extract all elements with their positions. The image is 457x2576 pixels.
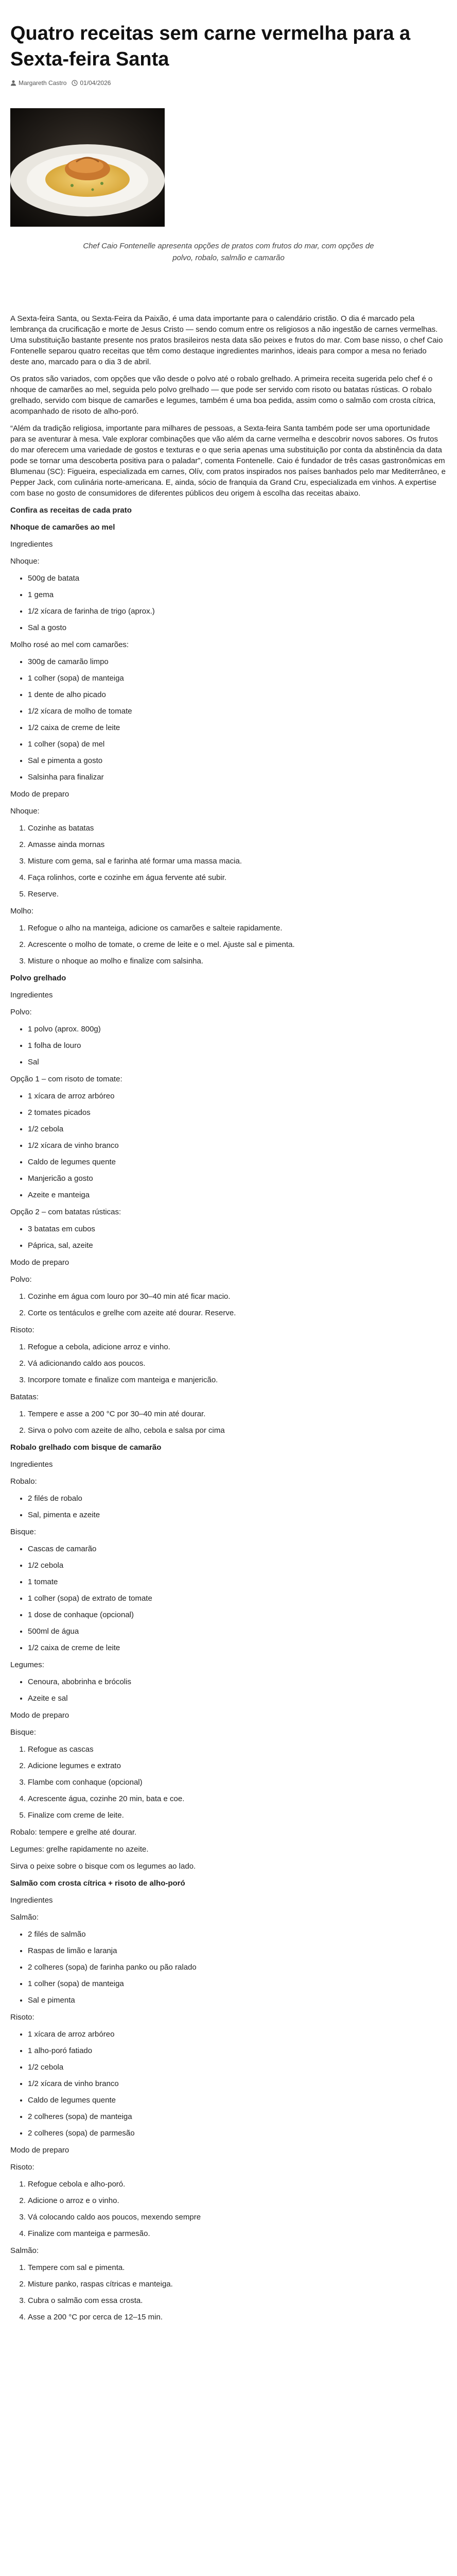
list-item: 5. Finalize com creme de leite. <box>28 1810 447 1821</box>
list-item: 1. Tempere com sal e pimenta. <box>28 2262 447 2273</box>
step-list <box>10 1409 447 1436</box>
list-item: • Raspas de limão e laranja <box>28 1945 447 1956</box>
list-item: • 2 colheres (sopa) de farinha panko ou pão ralado <box>28 1962 447 1973</box>
list-item: • 2 colheres (sopa) de manteiga <box>28 2111 447 2122</box>
list-item: 1. Refogue as cascas <box>28 1744 447 1755</box>
list-item: • 1 polvo (aprox. 800g) <box>28 1024 447 1035</box>
prep-note: Legumes: grelhe rapidamente no azeite. <box>10 1845 149 1854</box>
list-item: • 1 gema <box>28 589 447 600</box>
list-item: • 1/2 caixa de creme de leite <box>28 1642 447 1653</box>
group-label: Polvo: <box>10 1008 32 1016</box>
list-item: • Sal e pimenta <box>28 1995 447 2006</box>
prep-label: Modo de preparo <box>10 2146 69 2155</box>
clock-icon <box>72 80 78 86</box>
group-label: Molho rosé ao mel com camarões: <box>10 640 129 649</box>
step-list <box>10 2179 447 2239</box>
list-item: • 1/2 xícara de molho de tomate <box>28 706 447 717</box>
recipe-title-salmao: Salmão com crosta cítrica + risoto de alho-poró <box>10 1879 185 1888</box>
group-label: Nhoque: <box>10 807 40 816</box>
prep-note: Sirva o peixe sobre o bisque com os legumes ao lado. <box>10 1862 196 1871</box>
recipes-heading: Confira as receitas de cada prato <box>10 506 132 515</box>
group-label: Bisque: <box>10 1528 37 1536</box>
list-item: • 1/2 cebola <box>28 1560 447 1571</box>
ingredient-list <box>10 1493 447 1520</box>
ingredient-list <box>10 1224 447 1251</box>
list-item: 1. Cozinhe as batatas <box>28 823 447 834</box>
ingredient-list <box>10 1676 447 1704</box>
list-item: • Sal, pimenta e azeite <box>28 1510 447 1520</box>
group-label: Nhoque: <box>10 557 40 566</box>
list-item: 3. Cubra o salmão com essa crosta. <box>28 2295 447 2306</box>
list-item: • Cenoura, abobrinha e brócolis <box>28 1676 447 1687</box>
list-item: • 1 colher (sopa) de extrato de tomate <box>28 1593 447 1604</box>
list-item: • Páprica, sal, azeite <box>28 1240 447 1251</box>
step-list <box>10 2262 447 2323</box>
list-item: • 1/2 xícara de vinho branco <box>28 1140 447 1151</box>
list-item: 3. Flambe com conhaque (opcional) <box>28 1777 447 1788</box>
group-label: Risoto: <box>10 2013 34 2022</box>
list-item: • 2 filés de salmão <box>28 1929 447 1940</box>
group-label: Risoto: <box>10 1326 34 1334</box>
ingredient-list <box>10 1024 447 1067</box>
list-item: • Azeite e manteiga <box>28 1190 447 1200</box>
list-item: • 1/2 xícara de farinha de trigo (aprox.) <box>28 606 447 617</box>
list-item: • Sal <box>28 1057 447 1067</box>
ingredients-label: Ingredientes <box>10 540 53 549</box>
list-item: • Salsinha para finalizar <box>28 772 447 783</box>
list-item: • Azeite e sal <box>28 1693 447 1704</box>
list-item: • Sal a gosto <box>28 622 447 633</box>
group-label: Molho: <box>10 907 34 916</box>
list-item: • 1 colher (sopa) de mel <box>28 739 447 750</box>
list-item: • 1 dose de conhaque (opcional) <box>28 1609 447 1620</box>
ingredient-list <box>10 1929 447 2006</box>
list-item: • 1 colher (sopa) de manteiga <box>28 673 447 684</box>
list-item: • 1 dente de alho picado <box>28 689 447 700</box>
intro-paragraph-2: Os pratos são variados, com opções que vão desde o polvo até o robalo grelhado. A primeira receita sugerida pelo chef é o nhoque de camarões ao mel, seguida pelo polvo grelhado — que pode ser servido com risoto ou batatas rústicas. O robalo grelhado, servido com bisque de camarões e legumes, também é uma boa pedida, assim como o salmão com crosta cítrica, acompanhado de risoto de alho-poró. <box>10 375 436 416</box>
group-label: Batatas: <box>10 1393 39 1401</box>
user-icon <box>10 80 16 86</box>
list-item: 3. Incorpore tomate e finalize com manteiga e manjericão. <box>28 1375 447 1385</box>
list-item: • 1 folha de louro <box>28 1040 447 1051</box>
group-label: Bisque: <box>10 1728 37 1737</box>
list-item: • Caldo de legumes quente <box>28 2095 447 2106</box>
photo-caption: Chef Caio Fontenelle apresenta opções de pratos com frutos do mar, com opções de polvo, robalo, salmão e camarão <box>83 242 374 262</box>
prep-label: Modo de preparo <box>10 1711 69 1720</box>
list-item: 2. Misture panko, raspas cítricas e manteiga. <box>28 2279 447 2290</box>
group-label: Opção 2 – com batatas rústicas: <box>10 1208 121 1216</box>
list-item: 2. Acrescente o molho de tomate, o creme de leite e o mel. Ajuste sal e pimenta. <box>28 939 447 950</box>
list-item: 1. Refogue cebola e alho-poró. <box>28 2179 447 2190</box>
list-item: • 2 tomates picados <box>28 1107 447 1118</box>
article-title: Quatro receitas sem carne vermelha para a Sexta-feira Santa <box>10 23 411 70</box>
list-item: • 1/2 xícara de vinho branco <box>28 2078 447 2089</box>
list-item: 2. Sirva o polvo com azeite de alho, cebola e salsa por cima <box>28 1425 447 1436</box>
list-item: • 1/2 cebola <box>28 2062 447 2073</box>
list-item: 1. Refogue a cebola, adicione arroz e vinho. <box>28 1342 447 1352</box>
article-meta <box>10 79 447 87</box>
list-item: • 2 filés de robalo <box>28 1493 447 1504</box>
group-label: Risoto: <box>10 2163 34 2172</box>
step-list <box>10 1291 447 1318</box>
prep-label: Modo de preparo <box>10 790 69 799</box>
ingredient-list <box>10 1544 447 1653</box>
group-label: Polvo: <box>10 1275 32 1284</box>
list-item: • 500ml de água <box>28 1626 447 1637</box>
list-item: • 1 alho-poró fatiado <box>28 2045 447 2056</box>
step-list <box>10 823 447 900</box>
list-item: 2. Corte os tentáculos e grelhe com azeite até dourar. Reserve. <box>28 1308 447 1318</box>
list-item: 2. Adicione o arroz e o vinho. <box>28 2195 447 2206</box>
prep-note: Robalo: tempere e grelhe até dourar. <box>10 1828 137 1837</box>
recipe-title-polvo: Polvo grelhado <box>10 974 66 982</box>
ingredients-label: Ingredientes <box>10 1460 53 1469</box>
list-item: • 1 tomate <box>28 1577 447 1587</box>
list-item: 1. Tempere e asse a 200 °C por 30–40 min até dourar. <box>28 1409 447 1419</box>
step-list <box>10 1342 447 1385</box>
ingredient-list <box>10 656 447 783</box>
list-item: • 300g de camarão limpo <box>28 656 447 667</box>
step-list <box>10 923 447 967</box>
list-item: 5. Reserve. <box>28 889 447 900</box>
author-name[interactable]: Margareth Castro <box>19 79 67 87</box>
list-item: 4. Asse a 200 °C por cerca de 12–15 min. <box>28 2312 447 2323</box>
list-item: 4. Faça rolinhos, corte e cozinhe em água fervente até subir. <box>28 872 447 883</box>
step-list <box>10 1744 447 1821</box>
list-item: • 1/2 cebola <box>28 1124 447 1134</box>
list-item: • 500g de batata <box>28 573 447 584</box>
list-item: 2. Amasse ainda mornas <box>28 839 447 850</box>
list-item: 3. Vá colocando caldo aos poucos, mexendo sempre <box>28 2212 447 2223</box>
group-label: Opção 1 – com risoto de tomate: <box>10 1075 122 1083</box>
group-label: Robalo: <box>10 1477 37 1486</box>
ingredients-label: Ingredientes <box>10 1896 53 1905</box>
dish-photo <box>10 108 165 227</box>
list-item: • 3 batatas em cubos <box>28 1224 447 1234</box>
group-label: Salmão: <box>10 1913 39 1922</box>
list-item: 1. Refogue o alho na manteiga, adicione os camarões e salteie rapidamente. <box>28 923 447 934</box>
list-item: 3. Misture com gema, sal e farinha até formar uma massa macia. <box>28 856 447 867</box>
list-item: 4. Acrescente água, cozinhe 20 min, bata e coe. <box>28 1793 447 1804</box>
list-item: • Cascas de camarão <box>28 1544 447 1554</box>
ingredient-list <box>10 573 447 633</box>
ingredient-list <box>10 2029 447 2139</box>
ingredients-label: Ingredientes <box>10 991 53 999</box>
group-label: Legumes: <box>10 1660 44 1669</box>
prep-label: Modo de preparo <box>10 1258 69 1267</box>
list-item: • Caldo de legumes quente <box>28 1157 447 1167</box>
list-item: 4. Finalize com manteiga e parmesão. <box>28 2228 447 2239</box>
list-item: • 1/2 caixa de creme de leite <box>28 722 447 733</box>
list-item: • 1 xícara de arroz arbóreo <box>28 1091 447 1101</box>
intro-paragraph-3: “Além da tradição religiosa, importante para milhares de pessoas, a Sexta-feira Santa também pode ser uma oportunidade para se aventurar à mesa. Vale explorar combinações que vão além da carne vermelha e descobrir novos sabores. Os frutos do mar oferecem uma variedade de gostos e texturas e o que seria apenas uma substituição por conta da abstinência da data pode se tornar uma descoberta positiva para o paladar”, comenta Fontenelle. Caio é fundador de três casas gastronômicas em Blumenau (SC): Figueira, especializada em carnes, Olív, com pratos inspirados nos países banhados pelo mar Mediterrâneo, e Pepper Jack, com culinária norte-americana. E, ainda, sócio de franquia da Grand Cru, especializada em vinhos. A expertise com base no gosto de consumidores de diferentes públicos deu origem à escolha das receitas abaixo. <box>10 424 446 498</box>
group-label: Salmão: <box>10 2246 39 2255</box>
list-item: • 1 colher (sopa) de manteiga <box>28 1978 447 1989</box>
recipe-title-nhoque: Nhoque de camarões ao mel <box>10 523 115 532</box>
list-item: 2. Adicione legumes e extrato <box>28 1760 447 1771</box>
publish-date: 01/04/2026 <box>80 79 111 87</box>
list-item: 3. Misture o nhoque ao molho e finalize com salsinha. <box>28 956 447 967</box>
list-item: • 2 colheres (sopa) de parmesão <box>28 2128 447 2139</box>
list-item: 1. Cozinhe em água com louro por 30–40 min até ficar macio. <box>28 1291 447 1302</box>
list-item: • Sal e pimenta a gosto <box>28 755 447 766</box>
ingredient-list <box>10 1091 447 1200</box>
recipe-title-robalo: Robalo grelhado com bisque de camarão <box>10 1443 162 1452</box>
list-item: • Manjericão a gosto <box>28 1173 447 1184</box>
list-item: • 1 xícara de arroz arbóreo <box>28 2029 447 2040</box>
intro-paragraph-1: A Sexta-feira Santa, ou Sexta-Feira da Paixão, é uma data importante para o calendário cristão. O dia é marcado pela lembrança da crucificação e morte de Jesus Cristo — sendo comum entre os religiosos a não ingestão de carnes vermelhas. Uma substituição bastante presente nos pratos brasileiros nesta data são peixes e frutos do mar. Com base nisso, o chef Caio Fontenelle separou quatro receitas que têm como destaque ingredientes marinhos, ideais para compor a mesa no feriado deste ano, marcado para o dia 3 de abril. <box>10 314 443 366</box>
list-item: 2. Vá adicionando caldo aos poucos. <box>28 1358 447 1369</box>
